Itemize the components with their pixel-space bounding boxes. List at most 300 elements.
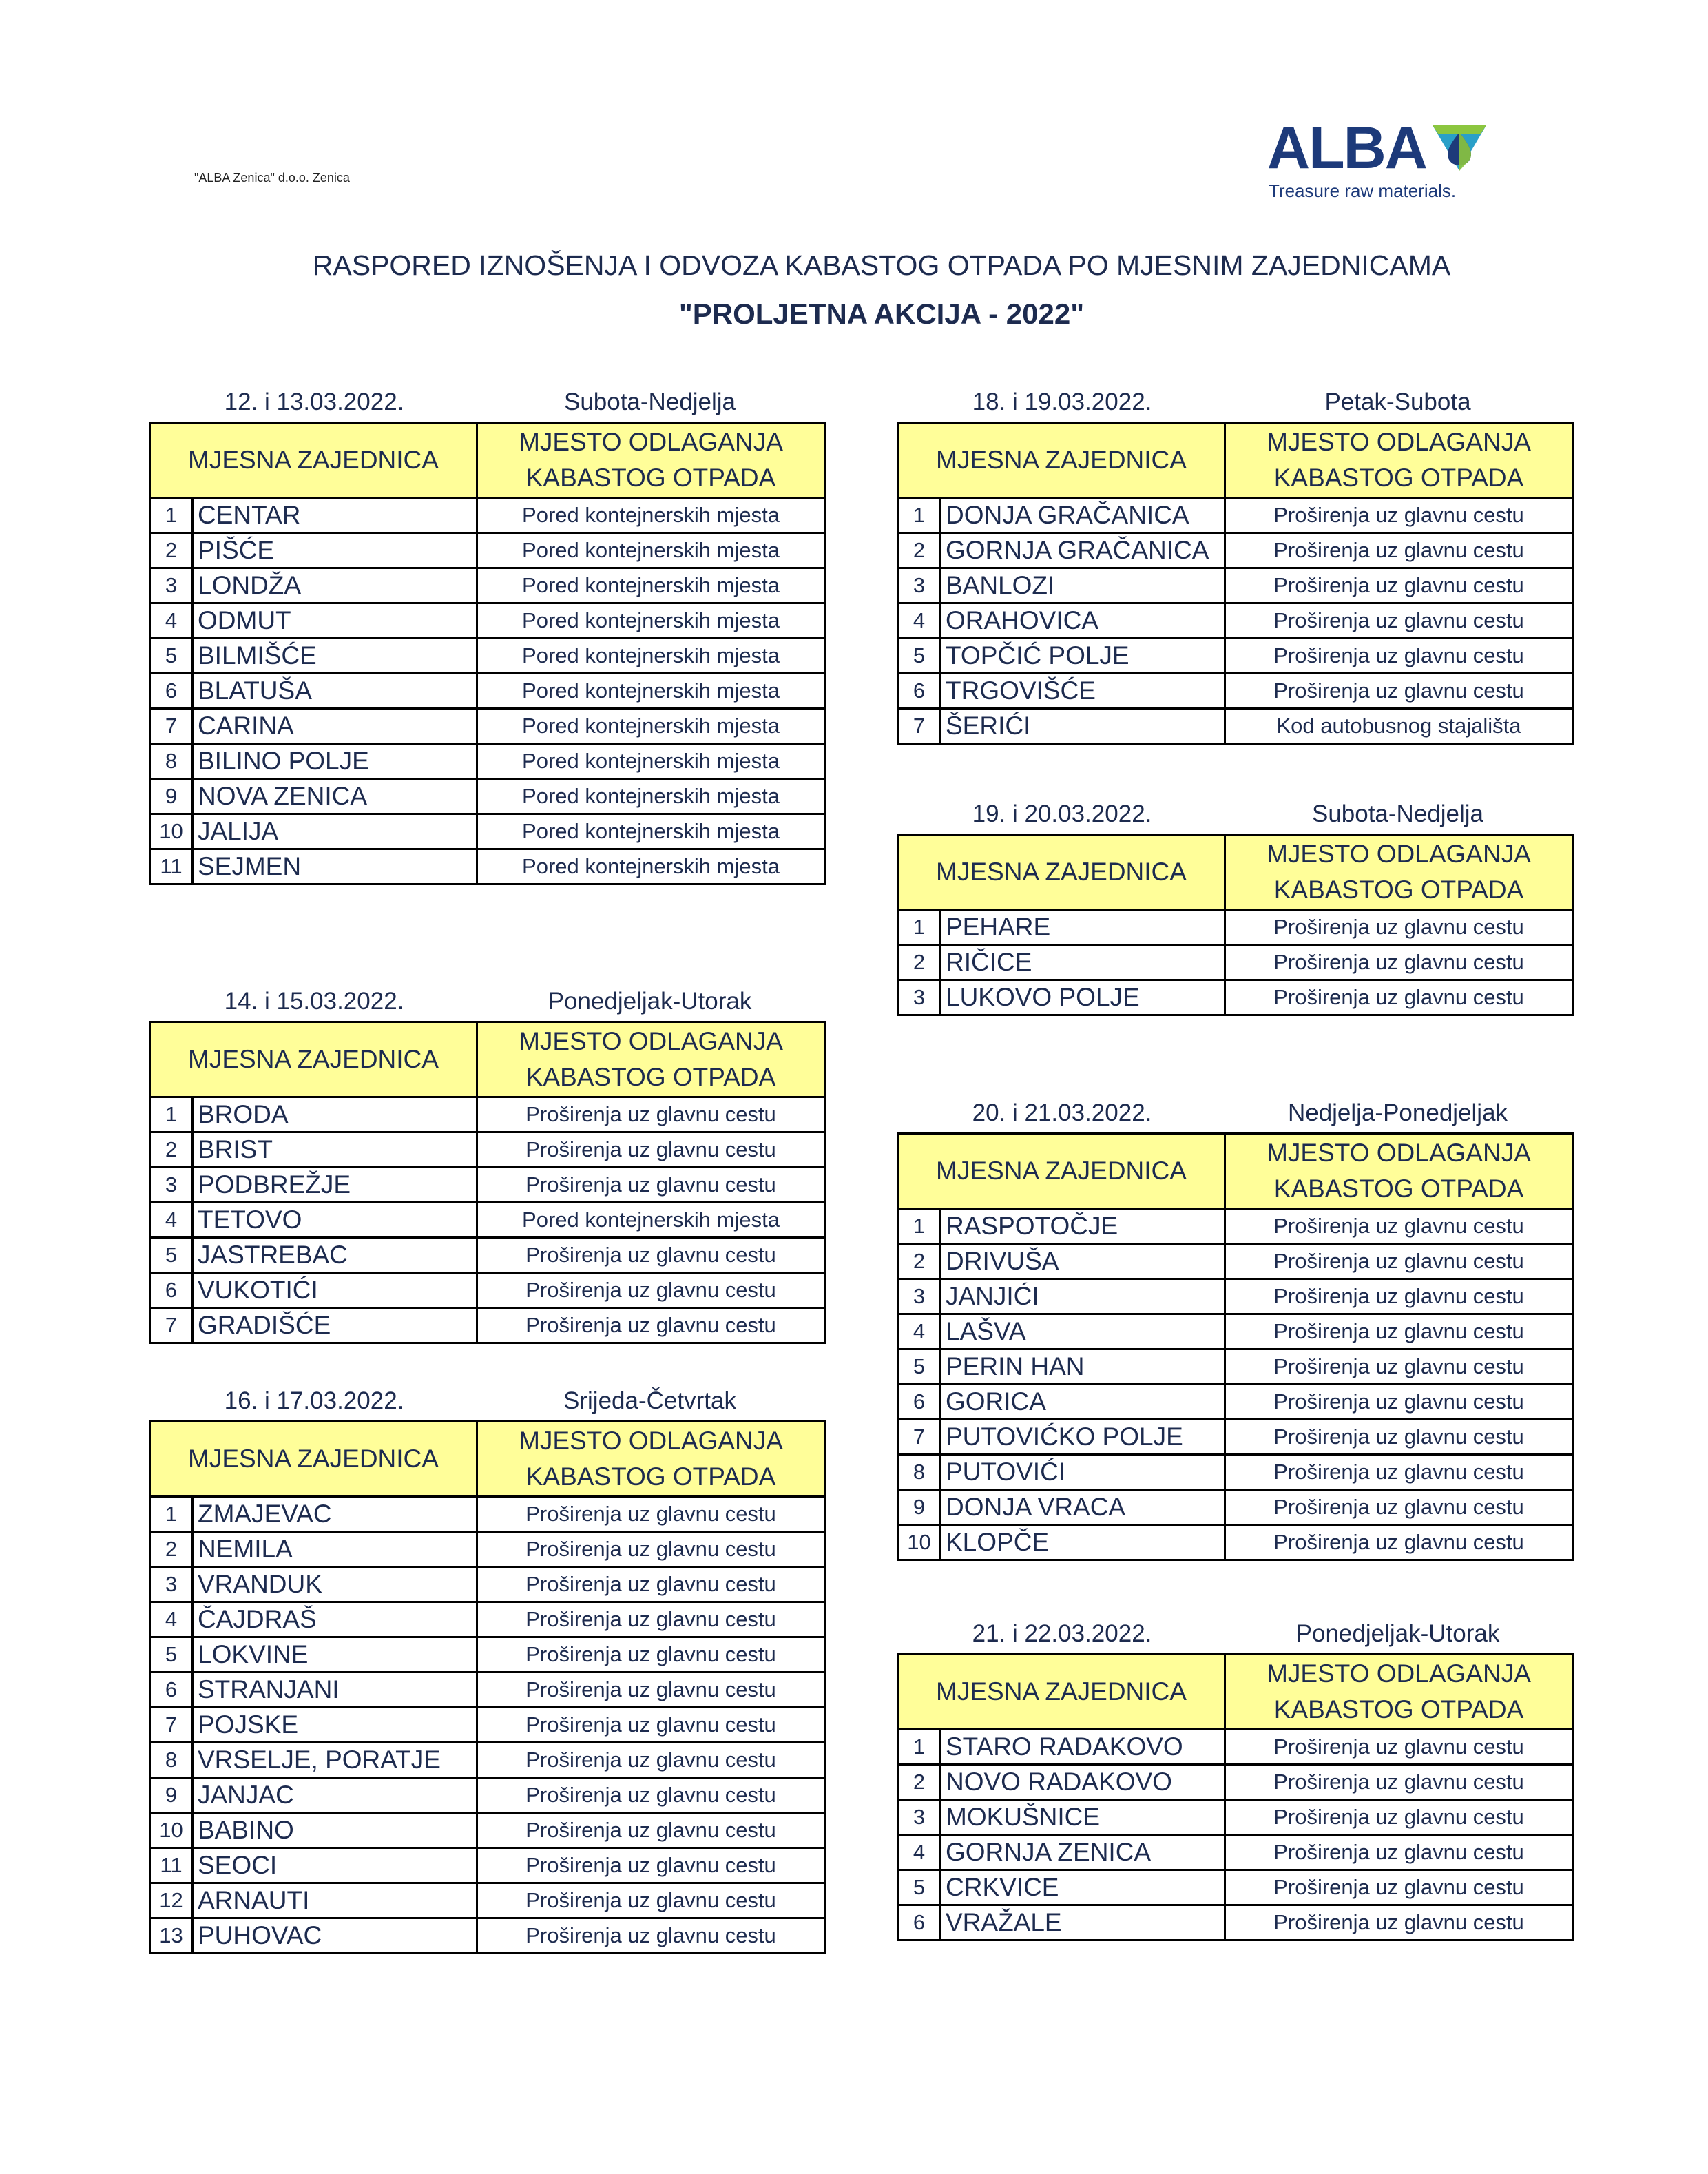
row-number: 13 xyxy=(150,1918,193,1954)
schedule-table xyxy=(897,834,1574,1016)
community-name: ČAJDRAŠ xyxy=(193,1602,477,1637)
column-header-disposal-line1: MJESTO ODLAGANJA xyxy=(519,428,783,456)
community-name: BILINO POLJE xyxy=(193,744,477,779)
table-row xyxy=(150,1132,825,1168)
row-number: 3 xyxy=(898,568,941,603)
section-days: Nedjelja-Ponedjeljak xyxy=(1287,1099,1508,1126)
community-name: JANJIĆI xyxy=(941,1279,1225,1314)
table-row xyxy=(898,1800,1573,1835)
schedule-table xyxy=(149,1420,826,1954)
table-row xyxy=(898,1905,1573,1940)
disposal-place: Proširenja uz glavnu cestu xyxy=(477,1273,825,1308)
row-number: 3 xyxy=(898,1279,941,1314)
community-name: VRAŽALE xyxy=(941,1905,1225,1940)
community-name: NOVA ZENICA xyxy=(193,779,477,814)
logo-wordmark: ALBA xyxy=(1267,115,1426,181)
community-name: DONJA VRACA xyxy=(941,1490,1225,1525)
disposal-place: Proširenja uz glavnu cestu xyxy=(1225,1455,1573,1490)
column-header-community: MJESNA ZAJEDNICA xyxy=(898,1134,1225,1209)
column-header-disposal xyxy=(477,1422,825,1497)
table-row xyxy=(150,533,825,568)
column-header-community: MJESNA ZAJEDNICA xyxy=(898,423,1225,498)
community-name: LONDŽA xyxy=(193,568,477,603)
table-row xyxy=(150,1673,825,1708)
row-number: 2 xyxy=(898,945,941,980)
table-row xyxy=(898,1730,1573,1765)
disposal-place: Proširenja uz glavnu cestu xyxy=(1225,568,1573,603)
column-header-community: MJESNA ZAJEDNICA xyxy=(150,1022,477,1097)
column-header-disposal-line1: MJESTO ODLAGANJA xyxy=(1267,1139,1531,1167)
column-header-disposal-line2: KABASTOG OTPADA xyxy=(1273,464,1524,492)
disposal-place: Pored kontejnerskih mjesta xyxy=(477,568,825,603)
disposal-place: Pored kontejnerskih mjesta xyxy=(477,498,825,533)
section-header xyxy=(149,981,824,1021)
table-row xyxy=(150,709,825,744)
alba-drop-icon xyxy=(1431,123,1488,172)
section-days: Petak-Subota xyxy=(1324,389,1471,415)
row-number: 1 xyxy=(898,1730,941,1765)
table-row xyxy=(898,1490,1573,1525)
disposal-place: Proširenja uz glavnu cestu xyxy=(1225,603,1573,639)
disposal-place: Proširenja uz glavnu cestu xyxy=(1225,980,1573,1015)
disposal-place: Proširenja uz glavnu cestu xyxy=(477,1238,825,1273)
table-row xyxy=(898,1420,1573,1455)
table-row xyxy=(898,709,1573,744)
row-number: 5 xyxy=(898,1349,941,1385)
disposal-place: Proširenja uz glavnu cestu xyxy=(477,1132,825,1168)
table-header-row xyxy=(150,423,825,498)
section-header xyxy=(149,1380,824,1420)
table-row xyxy=(150,1168,825,1203)
disposal-place: Proširenja uz glavnu cestu xyxy=(477,1673,825,1708)
schedule-section-6 xyxy=(897,1093,1572,1561)
community-name: PUHOVAC xyxy=(193,1918,477,1954)
row-number: 4 xyxy=(150,603,193,639)
schedule-table xyxy=(149,422,826,885)
community-name: PUTOVIĆKO POLJE xyxy=(941,1420,1225,1455)
section-header xyxy=(897,794,1572,834)
row-number: 10 xyxy=(150,814,193,849)
section-date: 21. i 22.03.2022. xyxy=(972,1620,1152,1647)
community-name: GORNJA ZENICA xyxy=(941,1835,1225,1870)
table-header-row xyxy=(898,423,1573,498)
community-name: BLATUŠA xyxy=(193,674,477,709)
table-row xyxy=(898,1349,1573,1385)
table-header-row xyxy=(150,1422,825,1497)
table-header-row xyxy=(898,1655,1573,1730)
community-name: PODBREŽJE xyxy=(193,1168,477,1203)
row-number: 3 xyxy=(150,568,193,603)
row-number: 11 xyxy=(150,849,193,884)
community-name: VUKOTIĆI xyxy=(193,1273,477,1308)
community-name: VRSELJE, PORATJE xyxy=(193,1743,477,1778)
community-name: PEHARE xyxy=(941,910,1225,945)
table-row xyxy=(898,1525,1573,1560)
disposal-place: Proširenja uz glavnu cestu xyxy=(477,1813,825,1848)
row-number: 9 xyxy=(898,1490,941,1525)
schedule-section-1 xyxy=(149,382,824,885)
row-number: 5 xyxy=(150,1637,193,1673)
community-name: TOPČIĆ POLJE xyxy=(941,639,1225,674)
row-number: 9 xyxy=(150,779,193,814)
section-date: 14. i 15.03.2022. xyxy=(224,988,404,1015)
table-row xyxy=(150,1567,825,1602)
community-name: GORNJA GRAČANICA xyxy=(941,533,1225,568)
community-name: CARINA xyxy=(193,709,477,744)
community-name: ORAHOVICA xyxy=(941,603,1225,639)
column-header-disposal-line1: MJESTO ODLAGANJA xyxy=(1267,840,1531,868)
row-number: 2 xyxy=(898,1244,941,1279)
disposal-place: Proširenja uz glavnu cestu xyxy=(1225,1905,1573,1940)
disposal-place: Pored kontejnerskih mjesta xyxy=(477,533,825,568)
row-number: 5 xyxy=(150,1238,193,1273)
table-row xyxy=(898,1765,1573,1800)
disposal-place: Proširenja uz glavnu cestu xyxy=(1225,910,1573,945)
table-row xyxy=(150,814,825,849)
disposal-place: Proširenja uz glavnu cestu xyxy=(477,1567,825,1602)
row-number: 4 xyxy=(150,1203,193,1238)
table-row xyxy=(150,1532,825,1567)
column-header-disposal-line2: KABASTOG OTPADA xyxy=(525,464,776,492)
disposal-place: Proširenja uz glavnu cestu xyxy=(1225,1870,1573,1905)
table-row xyxy=(898,1209,1573,1244)
row-number: 6 xyxy=(150,1273,193,1308)
community-name: JASTREBAC xyxy=(193,1238,477,1273)
row-number: 5 xyxy=(898,639,941,674)
community-name: GORICA xyxy=(941,1385,1225,1420)
row-number: 5 xyxy=(898,1870,941,1905)
community-name: DRIVUŠA xyxy=(941,1244,1225,1279)
community-name: JANJAC xyxy=(193,1778,477,1813)
column-header-disposal xyxy=(1225,423,1573,498)
disposal-place: Pored kontejnerskih mjesta xyxy=(477,744,825,779)
disposal-place: Proširenja uz glavnu cestu xyxy=(1225,1490,1573,1525)
row-number: 5 xyxy=(150,639,193,674)
row-number: 3 xyxy=(150,1567,193,1602)
disposal-place: Proširenja uz glavnu cestu xyxy=(1225,1349,1573,1385)
row-number: 10 xyxy=(898,1525,941,1560)
section-date: 20. i 21.03.2022. xyxy=(972,1099,1152,1126)
table-row xyxy=(898,1455,1573,1490)
community-name: RASPOTOČJE xyxy=(941,1209,1225,1244)
disposal-place: Proširenja uz glavnu cestu xyxy=(1225,1800,1573,1835)
row-number: 4 xyxy=(898,603,941,639)
column-header-disposal-line2: KABASTOG OTPADA xyxy=(1273,1174,1524,1203)
disposal-place: Proširenja uz glavnu cestu xyxy=(477,1168,825,1203)
section-days: Subota-Nedjelja xyxy=(563,389,736,415)
disposal-place: Proširenja uz glavnu cestu xyxy=(1225,1279,1573,1314)
table-row xyxy=(898,568,1573,603)
community-name: BANLOZI xyxy=(941,568,1225,603)
row-number: 4 xyxy=(898,1835,941,1870)
table-row xyxy=(150,1708,825,1743)
disposal-place: Proširenja uz glavnu cestu xyxy=(477,1778,825,1813)
community-name: VRANDUK xyxy=(193,1567,477,1602)
disposal-place: Proširenja uz glavnu cestu xyxy=(477,1918,825,1954)
section-days: Subota-Nedjelja xyxy=(1311,800,1484,827)
schedule-table xyxy=(149,1021,826,1344)
disposal-place: Proširenja uz glavnu cestu xyxy=(477,1743,825,1778)
disposal-place: Proširenja uz glavnu cestu xyxy=(1225,1209,1573,1244)
table-row xyxy=(898,674,1573,709)
community-name: NOVO RADAKOVO xyxy=(941,1765,1225,1800)
community-name: CRKVICE xyxy=(941,1870,1225,1905)
row-number: 12 xyxy=(150,1883,193,1918)
table-row xyxy=(150,1848,825,1883)
row-number: 3 xyxy=(898,980,941,1015)
row-number: 6 xyxy=(898,674,941,709)
table-row xyxy=(150,849,825,884)
section-days: Ponedjeljak-Utorak xyxy=(1295,1620,1500,1647)
row-number: 7 xyxy=(898,1420,941,1455)
table-row xyxy=(898,910,1573,945)
schedule-section-7 xyxy=(897,1613,1572,1941)
schedule-section-4 xyxy=(897,382,1572,745)
row-number: 7 xyxy=(150,1708,193,1743)
column-header-disposal-line1: MJESTO ODLAGANJA xyxy=(519,1027,783,1055)
community-name: SEJMEN xyxy=(193,849,477,884)
table-row xyxy=(150,1602,825,1637)
row-number: 4 xyxy=(150,1602,193,1637)
table-row xyxy=(898,639,1573,674)
community-name: SEOCI xyxy=(193,1848,477,1883)
alba-logo xyxy=(1267,115,1501,208)
disposal-place: Proširenja uz glavnu cestu xyxy=(477,1497,825,1532)
company-name: "ALBA Zenica" d.o.o. Zenica xyxy=(194,171,350,185)
section-header xyxy=(897,1613,1572,1653)
table-row xyxy=(150,1778,825,1813)
community-name: RIČICE xyxy=(941,945,1225,980)
table-header-row xyxy=(150,1022,825,1097)
row-number: 2 xyxy=(150,533,193,568)
disposal-place: Proširenja uz glavnu cestu xyxy=(1225,639,1573,674)
disposal-place: Proširenja uz glavnu cestu xyxy=(1225,1420,1573,1455)
community-name: MOKUŠNICE xyxy=(941,1800,1225,1835)
table-row xyxy=(150,1743,825,1778)
community-name: CENTAR xyxy=(193,498,477,533)
community-name: LOKVINE xyxy=(193,1637,477,1673)
row-number: 4 xyxy=(898,1314,941,1349)
row-number: 8 xyxy=(898,1455,941,1490)
row-number: 8 xyxy=(150,744,193,779)
table-row xyxy=(898,533,1573,568)
table-row xyxy=(150,639,825,674)
disposal-place: Kod autobusnog stajališta xyxy=(1225,709,1573,744)
column-header-community: MJESNA ZAJEDNICA xyxy=(898,1655,1225,1730)
table-row xyxy=(150,568,825,603)
table-row xyxy=(898,498,1573,533)
disposal-place: Proširenja uz glavnu cestu xyxy=(1225,1244,1573,1279)
disposal-place: Proširenja uz glavnu cestu xyxy=(477,1883,825,1918)
disposal-place: Pored kontejnerskih mjesta xyxy=(477,709,825,744)
row-number: 1 xyxy=(898,910,941,945)
community-name: ŠERIĆI xyxy=(941,709,1225,744)
table-row xyxy=(150,1203,825,1238)
row-number: 6 xyxy=(150,1673,193,1708)
row-number: 1 xyxy=(150,498,193,533)
row-number: 2 xyxy=(898,533,941,568)
disposal-place: Proširenja uz glavnu cestu xyxy=(477,1708,825,1743)
community-name: ZMAJEVAC xyxy=(193,1497,477,1532)
schedule-table xyxy=(897,1132,1574,1561)
row-number: 9 xyxy=(150,1778,193,1813)
row-number: 1 xyxy=(898,1209,941,1244)
column-header-disposal xyxy=(477,1022,825,1097)
disposal-place: Pored kontejnerskih mjesta xyxy=(477,814,825,849)
community-name: JALIJA xyxy=(193,814,477,849)
row-number: 2 xyxy=(150,1132,193,1168)
table-row xyxy=(150,1497,825,1532)
section-date: 19. i 20.03.2022. xyxy=(972,800,1152,827)
table-row xyxy=(150,779,825,814)
table-row xyxy=(150,1308,825,1343)
table-row xyxy=(150,603,825,639)
table-row xyxy=(898,1244,1573,1279)
table-row xyxy=(150,498,825,533)
schedule-section-5 xyxy=(897,794,1572,1016)
community-name: LAŠVA xyxy=(941,1314,1225,1349)
table-row xyxy=(898,945,1573,980)
disposal-place: Proširenja uz glavnu cestu xyxy=(1225,1385,1573,1420)
disposal-place: Proširenja uz glavnu cestu xyxy=(1225,1730,1573,1765)
row-number: 1 xyxy=(150,1497,193,1532)
row-number: 1 xyxy=(150,1097,193,1132)
community-name: ARNAUTI xyxy=(193,1883,477,1918)
table-row xyxy=(150,1097,825,1132)
logo-tagline: Treasure raw materials. xyxy=(1269,180,1457,201)
section-header xyxy=(149,382,824,422)
table-row xyxy=(898,603,1573,639)
table-row xyxy=(150,1238,825,1273)
section-date: 18. i 19.03.2022. xyxy=(972,389,1152,415)
disposal-place: Proširenja uz glavnu cestu xyxy=(477,1532,825,1567)
table-header-row xyxy=(898,835,1573,910)
row-number: 7 xyxy=(150,1308,193,1343)
community-name: KLOPČE xyxy=(941,1525,1225,1560)
row-number: 7 xyxy=(898,709,941,744)
disposal-place: Proširenja uz glavnu cestu xyxy=(477,1097,825,1132)
table-row xyxy=(150,1883,825,1918)
disposal-place: Pored kontejnerskih mjesta xyxy=(477,1203,825,1238)
row-number: 11 xyxy=(150,1848,193,1883)
column-header-disposal-line1: MJESTO ODLAGANJA xyxy=(1267,1659,1531,1688)
disposal-place: Proširenja uz glavnu cestu xyxy=(1225,533,1573,568)
community-name: PUTOVIĆI xyxy=(941,1455,1225,1490)
section-header xyxy=(897,1093,1572,1132)
community-name: BRODA xyxy=(193,1097,477,1132)
community-name: TETOVO xyxy=(193,1203,477,1238)
disposal-place: Proširenja uz glavnu cestu xyxy=(477,1848,825,1883)
community-name: GRADIŠĆE xyxy=(193,1308,477,1343)
row-number: 2 xyxy=(898,1765,941,1800)
row-number: 6 xyxy=(898,1385,941,1420)
community-name: STARO RADAKOVO xyxy=(941,1730,1225,1765)
section-days: Ponedjeljak-Utorak xyxy=(548,988,752,1015)
community-name: PIŠĆE xyxy=(193,533,477,568)
community-name: ODMUT xyxy=(193,603,477,639)
table-header-row xyxy=(898,1134,1573,1209)
row-number: 3 xyxy=(150,1168,193,1203)
table-row xyxy=(150,1813,825,1848)
row-number: 10 xyxy=(150,1813,193,1848)
disposal-place: Proširenja uz glavnu cestu xyxy=(1225,1765,1573,1800)
row-number: 7 xyxy=(150,709,193,744)
disposal-place: Proširenja uz glavnu cestu xyxy=(1225,1314,1573,1349)
community-name: LUKOVO POLJE xyxy=(941,980,1225,1015)
schedule-section-2 xyxy=(149,981,824,1344)
row-number: 1 xyxy=(898,498,941,533)
column-header-disposal xyxy=(1225,1134,1573,1209)
column-header-disposal-line2: KABASTOG OTPADA xyxy=(1273,1695,1524,1723)
page-subtitle: "PROLJETNA AKCIJA - 2022" xyxy=(678,298,1085,330)
community-name: BILMIŠĆE xyxy=(193,639,477,674)
disposal-place: Proširenja uz glavnu cestu xyxy=(1225,945,1573,980)
column-header-community: MJESNA ZAJEDNICA xyxy=(150,423,477,498)
row-number: 6 xyxy=(150,674,193,709)
table-row xyxy=(898,1385,1573,1420)
column-header-disposal xyxy=(477,423,825,498)
column-header-disposal-line1: MJESTO ODLAGANJA xyxy=(519,1427,783,1455)
row-number: 3 xyxy=(898,1800,941,1835)
column-header-disposal-line1: MJESTO ODLAGANJA xyxy=(1267,428,1531,456)
section-date: 12. i 13.03.2022. xyxy=(224,389,404,415)
column-header-disposal-line2: KABASTOG OTPADA xyxy=(525,1063,776,1091)
page-title: RASPORED IZNOŠENJA I ODVOZA KABASTOG OTPADA PO MJESNIM ZAJEDNICAMA xyxy=(312,249,1451,281)
disposal-place: Proširenja uz glavnu cestu xyxy=(477,1602,825,1637)
column-header-disposal-line2: KABASTOG OTPADA xyxy=(525,1462,776,1491)
table-row xyxy=(150,1637,825,1673)
disposal-place: Proširenja uz glavnu cestu xyxy=(1225,674,1573,709)
community-name: DONJA GRAČANICA xyxy=(941,498,1225,533)
table-row xyxy=(150,1918,825,1954)
table-row xyxy=(898,980,1573,1015)
disposal-place: Proširenja uz glavnu cestu xyxy=(1225,498,1573,533)
disposal-place: Proširenja uz glavnu cestu xyxy=(477,1308,825,1343)
schedule-table xyxy=(897,1653,1574,1941)
disposal-place: Pored kontejnerskih mjesta xyxy=(477,849,825,884)
row-number: 2 xyxy=(150,1532,193,1567)
community-name: STRANJANI xyxy=(193,1673,477,1708)
section-days: Srijeda-Četvrtak xyxy=(563,1387,736,1414)
table-row xyxy=(898,1279,1573,1314)
disposal-place: Proširenja uz glavnu cestu xyxy=(1225,1835,1573,1870)
table-row xyxy=(898,1870,1573,1905)
table-row xyxy=(150,674,825,709)
community-name: TRGOVIŠĆE xyxy=(941,674,1225,709)
community-name: NEMILA xyxy=(193,1532,477,1567)
community-name: PERIN HAN xyxy=(941,1349,1225,1385)
section-header xyxy=(897,382,1572,422)
column-header-disposal xyxy=(1225,1655,1573,1730)
column-header-disposal-line2: KABASTOG OTPADA xyxy=(1273,876,1524,904)
table-row xyxy=(150,744,825,779)
row-number: 8 xyxy=(150,1743,193,1778)
column-header-community: MJESNA ZAJEDNICA xyxy=(150,1422,477,1497)
table-row xyxy=(150,1273,825,1308)
community-name: POJSKE xyxy=(193,1708,477,1743)
table-row xyxy=(898,1314,1573,1349)
table-row xyxy=(898,1835,1573,1870)
row-number: 6 xyxy=(898,1905,941,1940)
disposal-place: Pored kontejnerskih mjesta xyxy=(477,674,825,709)
disposal-place: Pored kontejnerskih mjesta xyxy=(477,603,825,639)
schedule-table xyxy=(897,422,1574,745)
schedule-section-3 xyxy=(149,1380,824,1954)
section-date: 16. i 17.03.2022. xyxy=(224,1387,404,1414)
community-name: BRIST xyxy=(193,1132,477,1168)
community-name: BABINO xyxy=(193,1813,477,1848)
disposal-place: Proširenja uz glavnu cestu xyxy=(477,1637,825,1673)
